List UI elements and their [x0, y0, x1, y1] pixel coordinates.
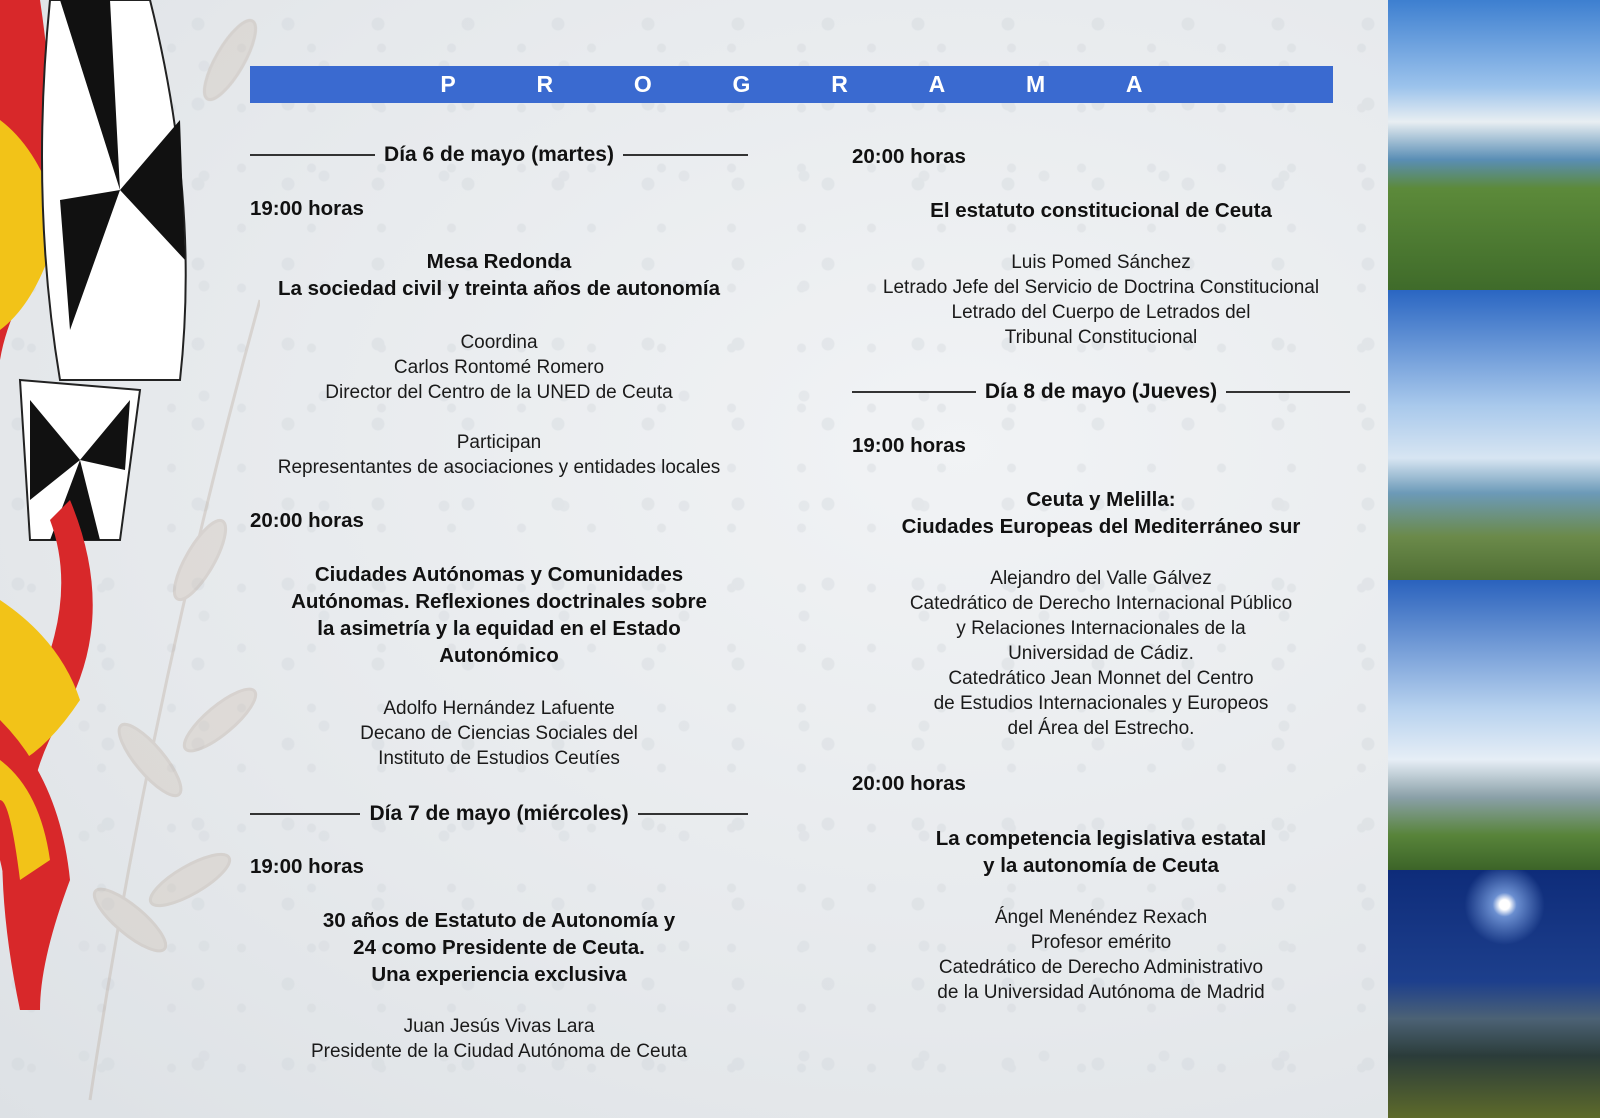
session-title	[852, 486, 1350, 540]
title-line: Ciudades Autónomas y Comunidades	[314, 563, 684, 586]
banner-letter: A	[1125, 71, 1143, 97]
coordinator	[250, 330, 748, 405]
body-line: Ángel Menéndez Rexach	[994, 907, 1208, 928]
session-title	[250, 561, 748, 669]
body-line: Alejandro del Valle Gálvez	[990, 568, 1212, 589]
title-line: Ceuta y Melilla:	[1026, 488, 1176, 511]
participants	[250, 430, 748, 480]
body-line: Catedrático de Derecho Internacional Público	[909, 593, 1293, 614]
body-line: Representantes de asociaciones y entidades locales	[277, 457, 721, 478]
ceuta-photo-strip	[1388, 0, 1600, 1118]
day-label: Día 6 de mayo (martes)	[384, 142, 614, 166]
body-line: Director del Centro de la UNED de Ceuta	[325, 382, 673, 403]
banner-letter: P	[440, 71, 456, 97]
photo-sky-and-fortress	[1388, 290, 1600, 580]
body-line: Juan Jesús Vivas Lara	[403, 1016, 595, 1037]
session-title	[852, 197, 1350, 224]
programa-banner	[250, 66, 1333, 103]
banner-letter: O	[633, 71, 652, 97]
body-line: de Estudios Internacionales y Europeos	[933, 693, 1269, 714]
photo-city-walls	[1388, 580, 1600, 870]
title-line: 24 como Presidente de Ceuta.	[353, 936, 645, 959]
speaker	[852, 905, 1350, 1005]
title-line: La competencia legislativa estatal	[935, 827, 1267, 850]
session-time: 20:00 horas	[250, 509, 364, 532]
body-line: Catedrático de Derecho Administrativo	[938, 957, 1264, 978]
banner-letter: A	[928, 71, 946, 97]
day-label: Día 8 de mayo (Jueves)	[984, 379, 1218, 403]
body-line: Tribunal Constitucional	[1004, 327, 1198, 348]
body-line: Participan	[456, 432, 542, 453]
session-title	[852, 825, 1350, 879]
title-line: y la autonomía de Ceuta	[983, 854, 1219, 877]
title-line: Autónomas. Reflexiones doctrinales sobre	[291, 590, 707, 613]
ceuta-flag-ribbon-decoration	[0, 0, 260, 1118]
speaker	[250, 1014, 748, 1064]
title-line: La sociedad civil y treinta años de autonomía	[277, 277, 720, 300]
banner-letter: R	[536, 71, 554, 97]
day-label: Día 7 de mayo (miércoles)	[369, 801, 629, 825]
day-header	[250, 141, 748, 168]
body-line: Profesor emérito	[1030, 932, 1172, 953]
session-time: 20:00 horas	[852, 145, 966, 168]
body-line: Letrado del Cuerpo de Letrados del	[951, 302, 1251, 323]
speaker	[852, 250, 1350, 350]
title-line: 30 años de Estatuto de Autonomía y	[322, 909, 676, 932]
body-line: Luis Pomed Sánchez	[1011, 252, 1191, 273]
speaker	[250, 696, 748, 771]
title-line: Mesa Redonda	[426, 250, 572, 273]
body-line: Carlos Rontomé Romero	[393, 357, 605, 378]
session-time: 19:00 horas	[852, 434, 966, 457]
day-header	[250, 800, 748, 827]
banner-letter: G	[732, 71, 751, 97]
title-line: Una experiencia exclusiva	[371, 963, 627, 986]
session-time: 19:00 horas	[250, 197, 364, 220]
body-line: de la Universidad Autónoma de Madrid	[937, 982, 1265, 1003]
banner-letter: M	[1025, 71, 1046, 97]
body-line: Adolfo Hernández Lafuente	[383, 698, 615, 719]
session-title	[250, 248, 748, 302]
photo-ceuta-coast-city	[1388, 0, 1600, 290]
session-time: 20:00 horas	[852, 772, 966, 795]
speaker	[852, 566, 1350, 741]
body-line: y Relaciones Internacionales de la	[956, 618, 1246, 639]
body-line: Letrado Jefe del Servicio de Doctrina Constitucional	[882, 277, 1320, 298]
body-line: Universidad de Cádiz.	[1008, 643, 1194, 664]
title-line: El estatuto constitucional de Ceuta	[930, 199, 1272, 222]
photo-night-coast	[1388, 870, 1600, 1118]
body-line: Catedrático Jean Monnet del Centro	[948, 668, 1254, 689]
title-line: la asimetría y la equidad en el Estado	[317, 617, 681, 640]
banner-letter: R	[831, 71, 848, 97]
body-line: Coordina	[460, 332, 538, 353]
body-line: Presidente de la Ciudad Autónoma de Ceuta	[310, 1041, 688, 1062]
session-title	[250, 907, 748, 988]
title-line: Ciudades Europeas del Mediterráneo sur	[901, 515, 1301, 538]
session-time: 19:00 horas	[250, 855, 364, 878]
day-header	[852, 378, 1350, 405]
title-line: Autonómico	[439, 644, 559, 667]
body-line: Instituto de Estudios Ceutíes	[378, 748, 620, 769]
body-line: Decano de Ciencias Sociales del	[360, 723, 638, 744]
body-line: del Área del Estrecho.	[1007, 718, 1195, 739]
